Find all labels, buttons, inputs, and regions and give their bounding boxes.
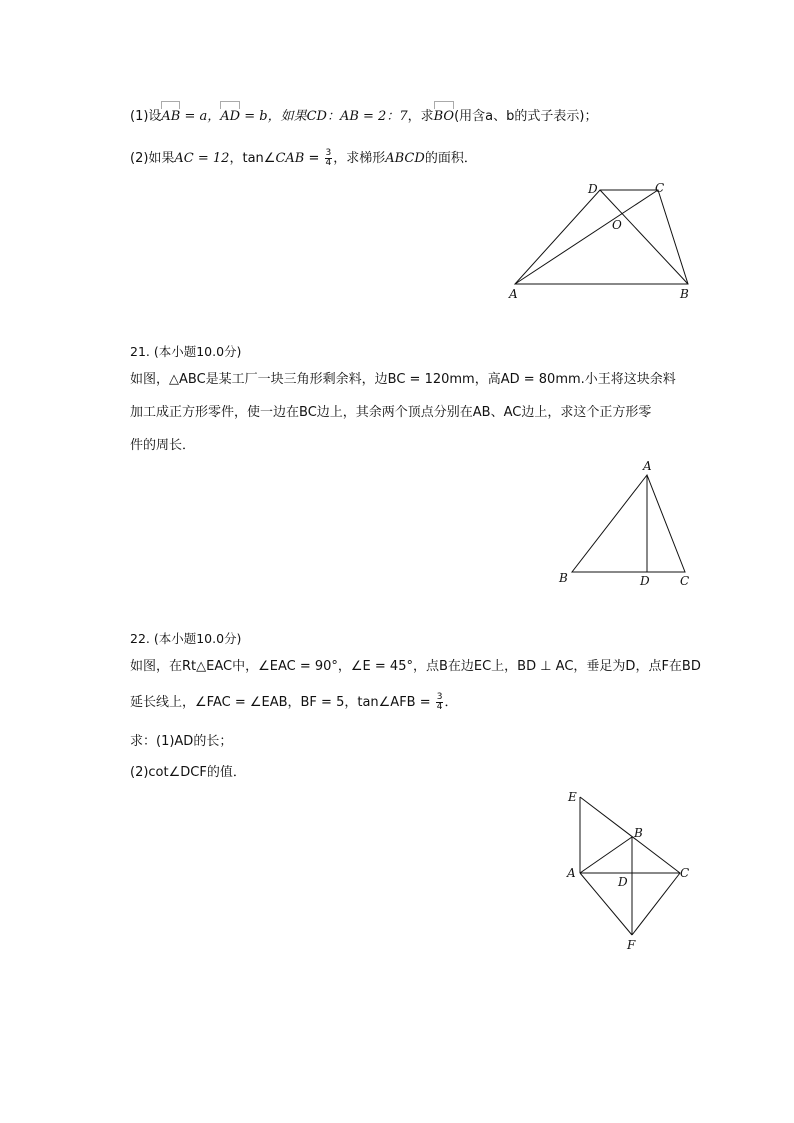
q22-header: 22. (本小题10.0分) xyxy=(130,631,242,646)
rhombus-figure xyxy=(560,785,700,955)
q21-line2: 加工成正方形零件，使一边在BC边上，其余两个顶点分别在AB、AC边上，求这个正方形零 xyxy=(130,405,652,420)
q22-line2: 延长线上，∠FAC = ∠EAB，BF = 5，tan∠AFB = $\frac{3}{4}$ ． xyxy=(130,692,458,712)
diagonal-bd xyxy=(600,190,688,284)
label-b: B xyxy=(634,826,643,840)
label-d: D xyxy=(588,182,598,196)
label-e: E xyxy=(568,790,577,804)
vector-ab: AB xyxy=(161,107,180,127)
triangle-abc xyxy=(572,475,685,572)
q22-line1: 如图，在Rt△EAC中，∠EAC = 90°，∠E = 45°，点B在边EC上，BD ⊥ AC，垂足为D，点F在BD xyxy=(130,659,701,674)
trapezoid-figure xyxy=(500,175,700,305)
label-b: B xyxy=(680,287,689,301)
label-c: C xyxy=(680,866,690,880)
segment-ec xyxy=(580,797,680,873)
label-c: C xyxy=(680,574,690,588)
fraction: $\frac{3}{4}$ xyxy=(436,692,443,712)
segment-ab xyxy=(580,837,632,873)
vector-ad: AD xyxy=(220,107,240,127)
label-d: D xyxy=(640,574,650,588)
q22-line3: 求：(1)AD的长； xyxy=(130,734,233,749)
q20-part1: (1)设AB = a，AD = b，如果CD：AB = 2：7，求BO(用含a、b的式子表示)； xyxy=(130,107,597,127)
label-c: C xyxy=(655,181,665,195)
q20-part2: (2)如果AC = 12，tan∠CAB = $\frac{3}{4}$ ，求梯形ABCD的面积． xyxy=(130,148,477,168)
label-a: A xyxy=(643,459,652,473)
trapezoid-outline xyxy=(515,190,688,284)
segment-cf xyxy=(632,873,680,935)
q21-line3: 件的周长． xyxy=(130,438,196,453)
label-d: D xyxy=(618,875,628,889)
vector-bo: BO xyxy=(434,107,454,127)
q21-line1: 如图，△ABC是某工厂一块三角形剩余料，边BC = 120mm，高AD = 80mm.小王将这块余料 xyxy=(130,372,676,387)
label-a: A xyxy=(509,287,518,301)
diagonal-ac xyxy=(515,190,658,284)
fraction: $\frac{3}{4}$ xyxy=(325,148,332,168)
label-f: F xyxy=(627,938,636,952)
label-a: A xyxy=(567,866,576,880)
label-b: B xyxy=(559,571,568,585)
q21-header: 21. (本小题10.0分) xyxy=(130,344,242,359)
triangle-figure xyxy=(550,455,700,595)
label-o: O xyxy=(612,218,622,232)
q22-line4: (2)cot∠DCF的值． xyxy=(130,765,246,780)
